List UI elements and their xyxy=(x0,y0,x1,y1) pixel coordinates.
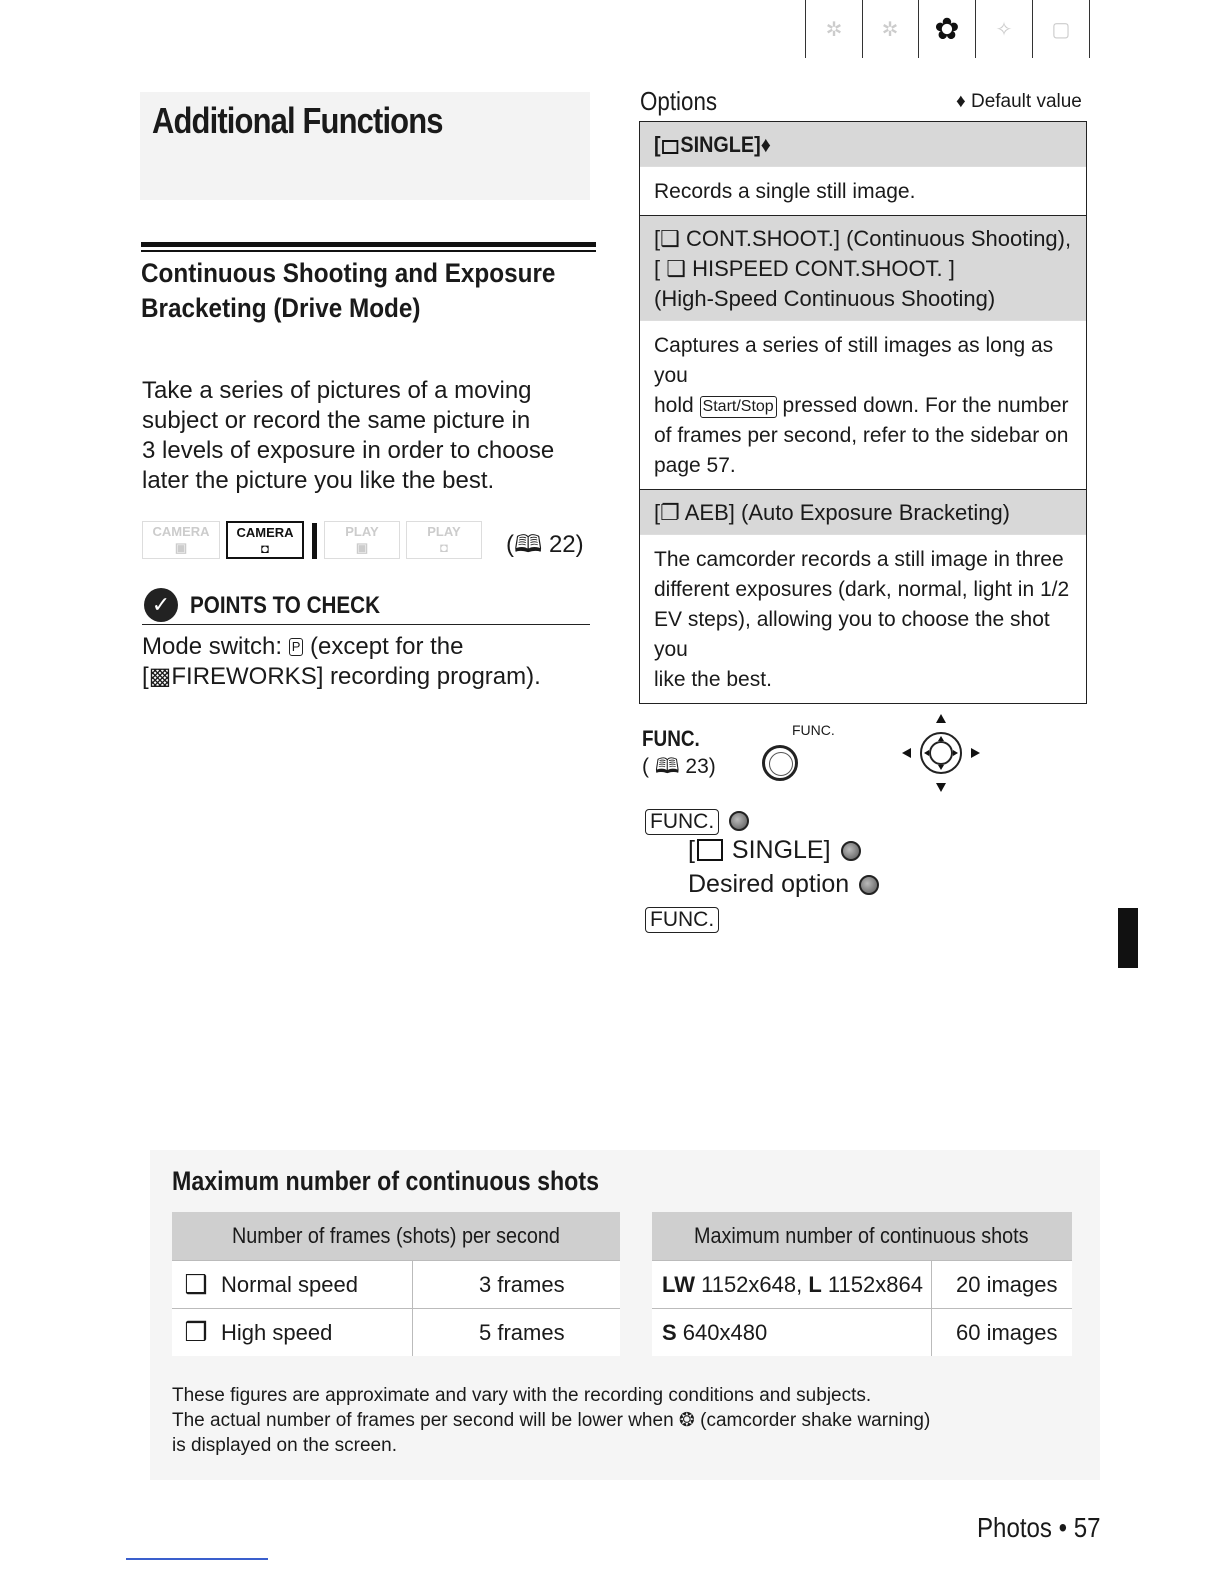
card-icon: ▢ xyxy=(1033,0,1090,58)
step-3: Desired option xyxy=(688,870,879,899)
table-header xyxy=(172,1212,620,1261)
frames-per-second-table xyxy=(172,1212,620,1356)
images-value: 60 images xyxy=(932,1309,1073,1357)
movie-camera-icon: ✲ xyxy=(805,0,863,58)
joystick-press-icon xyxy=(729,811,749,831)
sidebar-note: These figures are approximate and vary with the recording conditions and subjects. The actual number of frames per second will be lower when ❂ (camcorder shake warning) is displayed on the screen. xyxy=(172,1385,931,1456)
mode-divider xyxy=(312,523,317,559)
frames-value: 3 frames xyxy=(413,1261,621,1309)
footer-section: Photos xyxy=(977,1512,1052,1543)
fireworks-icon: ▩ xyxy=(148,663,172,690)
option-single-body: Records a single still image. xyxy=(640,166,1086,215)
func-key: FUNC. xyxy=(645,809,719,835)
frames-value: 5 frames xyxy=(413,1309,621,1357)
points-to-check-title: POINTS TO CHECK xyxy=(190,592,380,619)
joystick-press-icon xyxy=(841,841,861,861)
step-2: [ SINGLE] xyxy=(688,836,861,865)
image-size: S 640x480 xyxy=(652,1309,932,1357)
func-button-icon xyxy=(762,745,798,781)
start-stop-button-label: Start/Stop xyxy=(700,396,777,418)
program-mode-icon: P xyxy=(289,638,304,656)
page-footer xyxy=(977,1512,1101,1544)
option-aeb-body: The camcorder records a still image in three different exposures (dark, normal, light in 1/2 EV steps), allowing you to choose the shot you like the best. xyxy=(640,534,1086,703)
func-label: FUNC. xyxy=(642,726,700,751)
joystick-icon xyxy=(902,714,980,792)
single-frame-icon xyxy=(662,140,678,154)
option-continuous-body: Captures a series of still images as long as you hold Start/Stop pressed down. For the number of frames per second, refer to the sidebar on page 57. xyxy=(640,320,1086,489)
default-value-legend: ♦ Default value xyxy=(956,91,1082,112)
options-heading: Options xyxy=(640,86,718,116)
intro-paragraph: Take a series of pictures of a moving subject or record the same picture in 3 levels of exposure in order to choose later the picture you like the best. xyxy=(142,377,555,494)
mode-play-movie: PLAY ▣ xyxy=(324,521,400,559)
table-header xyxy=(652,1212,1072,1261)
mode-play-photo: PLAY ◘ xyxy=(406,521,482,559)
table-row xyxy=(172,1309,620,1357)
option-single-header: [ SINGLE]♦ xyxy=(640,122,1086,166)
footer-bullet: • xyxy=(1058,1512,1068,1543)
page-number: 57 xyxy=(1073,1512,1101,1543)
speed-label: Normal speed xyxy=(220,1261,413,1309)
image-size: LW 1152x648, L 1152x864 xyxy=(652,1261,932,1309)
footer-rule xyxy=(126,1558,268,1560)
section-title: Additional Functions xyxy=(152,100,443,141)
speed-label: High speed xyxy=(220,1309,413,1357)
option-aeb-header: [❐ AEB] (Auto Exposure Bracketing) xyxy=(640,489,1086,534)
points-to-check xyxy=(142,586,590,625)
operating-modes xyxy=(142,521,602,561)
max-shots-table xyxy=(652,1212,1072,1356)
func-key: FUNC. xyxy=(645,907,719,933)
high-speed-icon: ❒ xyxy=(172,1309,220,1357)
table-row xyxy=(652,1261,1072,1309)
normal-speed-icon: ❑ xyxy=(172,1261,220,1309)
max-shots-header: Maximum number of continuous shots xyxy=(652,1212,1072,1261)
images-value: 20 images xyxy=(932,1261,1073,1309)
step-1 xyxy=(645,806,749,835)
func-page-reference: ( 🕮 23) xyxy=(642,755,716,778)
option-continuous-header: [❑ CONT.SHOOT.] (Continuous Shooting), [ ❑ HISPEED CONT.SHOOT. ] (High-Speed Continuous Shooting) xyxy=(640,215,1086,320)
frames-header: Number of frames (shots) per second xyxy=(172,1212,620,1261)
chapter-edge-marker xyxy=(1118,908,1138,968)
joystick-press-icon xyxy=(859,875,879,895)
checkmark-icon: ✓ xyxy=(144,588,178,622)
movie-camera-alt-icon: ✲ xyxy=(862,0,919,58)
photo-camera-icon: ✿ xyxy=(919,0,976,58)
step-4 xyxy=(645,904,719,933)
heading-rule-thin xyxy=(141,250,596,252)
playback-icon: ✧ xyxy=(976,0,1033,58)
mode-camera-movie: CAMERA ▣ xyxy=(142,521,220,559)
options-table xyxy=(639,121,1087,704)
table-row xyxy=(652,1309,1072,1357)
heading-rule xyxy=(141,242,596,247)
page-reference: (🕮 22) xyxy=(506,531,584,558)
table-row xyxy=(172,1261,620,1309)
page-subheading: Continuous Shooting and Exposure Bracketing (Drive Mode) xyxy=(141,258,556,323)
chapter-tabs xyxy=(805,0,1090,58)
func-button-caption: FUNC. xyxy=(792,722,835,738)
mode-camera-photo: CAMERA ◘ xyxy=(226,521,304,559)
single-frame-icon xyxy=(697,839,723,861)
points-to-check-body: Mode switch: P (except for the [▩FIREWORKS] recording program). xyxy=(142,633,541,690)
shake-warning-icon: ❂ xyxy=(678,1410,695,1431)
sidebar-title: Maximum number of continuous shots xyxy=(172,1166,600,1196)
